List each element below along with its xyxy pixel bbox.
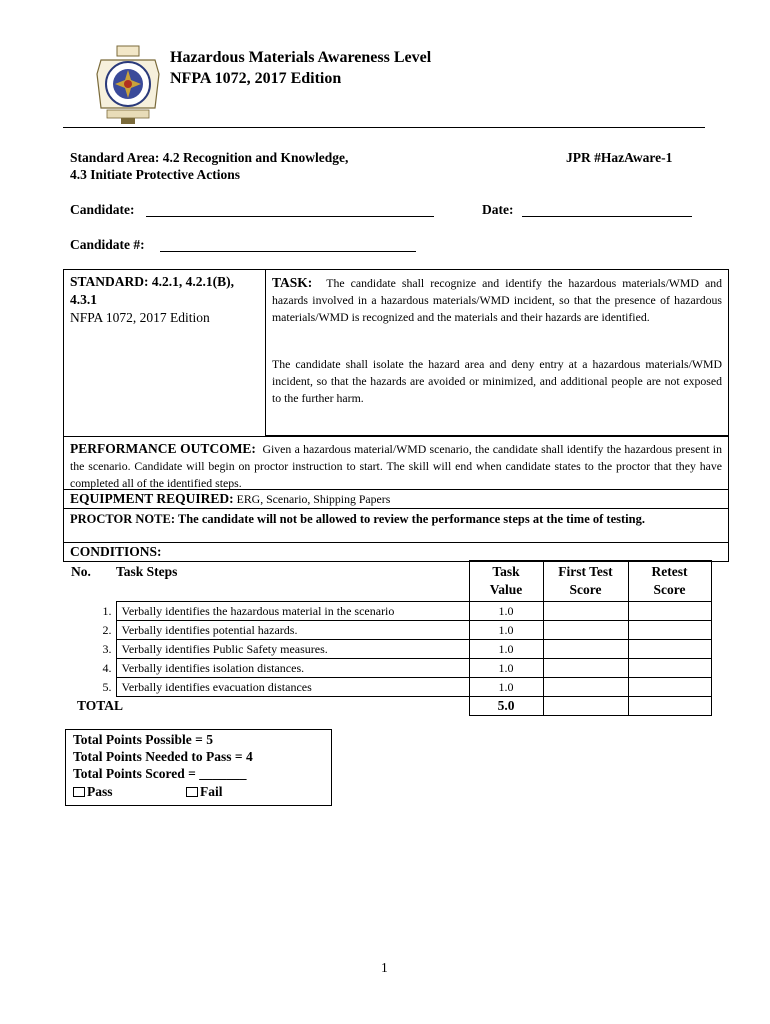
table-row [63,678,711,697]
row-number: 3. [102,641,112,656]
row-value: 1.0 [469,659,543,678]
task-label: TASK: [272,275,313,290]
proctor-note: PROCTOR NOTE: The candidate will not be allowed to review the performance steps at the time of testing. [70,512,645,526]
total-first-score-cell[interactable] [543,697,628,716]
candidate-number-label: Candidate #: [70,237,145,252]
document-subtitle: NFPA 1072, 2017 Edition [170,70,342,87]
table-row [63,621,711,640]
task-paragraph2: The candidate shall isolate the hazard area and deny entry at a hazardous materials/WMD incident, so that the hazards are avoided or minimized, and additional people are not exposed to the further harm. [272,357,722,405]
performance-outcome [70,440,722,492]
task-text1: The candidate shall recognize and identify the hazardous materials/WMD and hazards involved in a hazardous materials/WMD incident, so that the presence of hazardous materials/WMD is recognized and the materials and their hazards are identified. [272,276,722,324]
retest-score-cell[interactable] [628,659,711,678]
total-label: TOTAL [77,698,124,713]
standard-line2: 4.3.1 [70,292,97,307]
pass-fail-row [73,784,223,800]
candidate-field[interactable] [146,216,434,217]
candidate-label: Candidate: [70,202,135,217]
total-points-needed: Total Points Needed to Pass = 4 [73,749,253,764]
retest-score-cell[interactable] [628,602,711,621]
total-retest-score-cell[interactable] [628,697,711,716]
first-score-cell[interactable] [543,602,628,621]
row-value: 1.0 [469,621,543,640]
date-label: Date: [482,202,514,217]
row-step: Verbally identifies Public Safety measures. [116,640,469,659]
first-score-cell[interactable] [543,659,628,678]
standard-line3: NFPA 1072, 2017 Edition [70,310,210,325]
equipment-required [70,491,390,507]
header-divider [63,127,705,128]
standard-task-divider [265,269,266,436]
header-retest-line2: Score [653,582,686,597]
header-task-steps: Task Steps [116,563,178,579]
standard-area-line2: 4.3 Initiate Protective Actions [70,167,240,182]
first-score-cell[interactable] [543,640,628,659]
pass-label: Pass [87,784,113,799]
total-value: 5.0 [469,697,543,716]
row-step: Verbally identifies evacuation distances [116,678,469,697]
task-steps-table [63,560,712,716]
table-row [63,640,711,659]
table-total-row [63,697,711,716]
equipment-label: EQUIPMENT REQUIRED: [70,491,234,506]
header-first-test-score [543,561,628,602]
row-number: 2. [102,622,112,637]
fail-option [186,784,223,800]
header-no: No. [71,563,91,579]
first-score-cell[interactable] [543,621,628,640]
pass-checkbox[interactable] [73,787,85,797]
row-step: Verbally identifies isolation distances. [116,659,469,678]
header-first-line2: Score [569,582,602,597]
standard-line1: STANDARD: 4.2.1, 4.2.1(B), [70,274,234,289]
seal-logo [95,44,161,126]
jpr-number: JPR #HazAware-1 [566,150,673,165]
retest-score-cell[interactable] [628,678,711,697]
equipment-rule [63,489,728,490]
fail-checkbox[interactable] [186,787,198,797]
first-score-cell[interactable] [543,678,628,697]
total-points-scored: Total Points Scored = _______ [73,766,247,781]
task-paragraph1 [272,274,722,326]
table-header-row [63,561,711,602]
retest-score-cell[interactable] [628,621,711,640]
table-row [63,602,711,621]
header-first-line1: First Test [558,564,613,579]
row-step: Verbally identifies potential hazards. [116,621,469,640]
standard-area-line1: Standard Area: 4.2 Recognition and Knowledge, [70,150,349,165]
candidate-number-field[interactable] [160,251,416,252]
conditions-rule [63,542,728,543]
performance-text: Given a hazardous material/WMD scenario, the candidate shall identify the hazardous present in the scenario. Candidate will begin on proctor instruction to start. The skill will end when candidate states to the proctor that they have completed all of the identified steps. [70,442,722,490]
retest-score-cell[interactable] [628,640,711,659]
row-number: 4. [102,660,112,675]
table-row [63,659,711,678]
row-step: Verbally identifies the hazardous material in the scenario [116,602,469,621]
header-task-value-line1: Task [492,564,520,579]
fail-label: Fail [200,784,223,799]
header-task-value-line2: Value [489,582,523,597]
row-value: 1.0 [469,678,543,697]
header-retest-score [628,561,711,602]
header-task-value [469,561,543,602]
date-field[interactable] [522,216,692,217]
row-number: 5. [102,679,112,694]
row-value: 1.0 [469,640,543,659]
page-number: 1 [381,960,388,975]
document-title: Hazardous Materials Awareness Level [170,49,432,66]
equipment-text: ERG, Scenario, Shipping Papers [236,492,391,506]
row-value: 1.0 [469,602,543,621]
performance-label: PERFORMANCE OUTCOME: [70,441,256,456]
row-number: 1. [102,603,112,618]
proctor-rule [63,508,728,509]
header-retest-line1: Retest [651,564,688,579]
conditions-label: CONDITIONS: [70,544,162,559]
total-points-possible: Total Points Possible = 5 [73,732,213,747]
